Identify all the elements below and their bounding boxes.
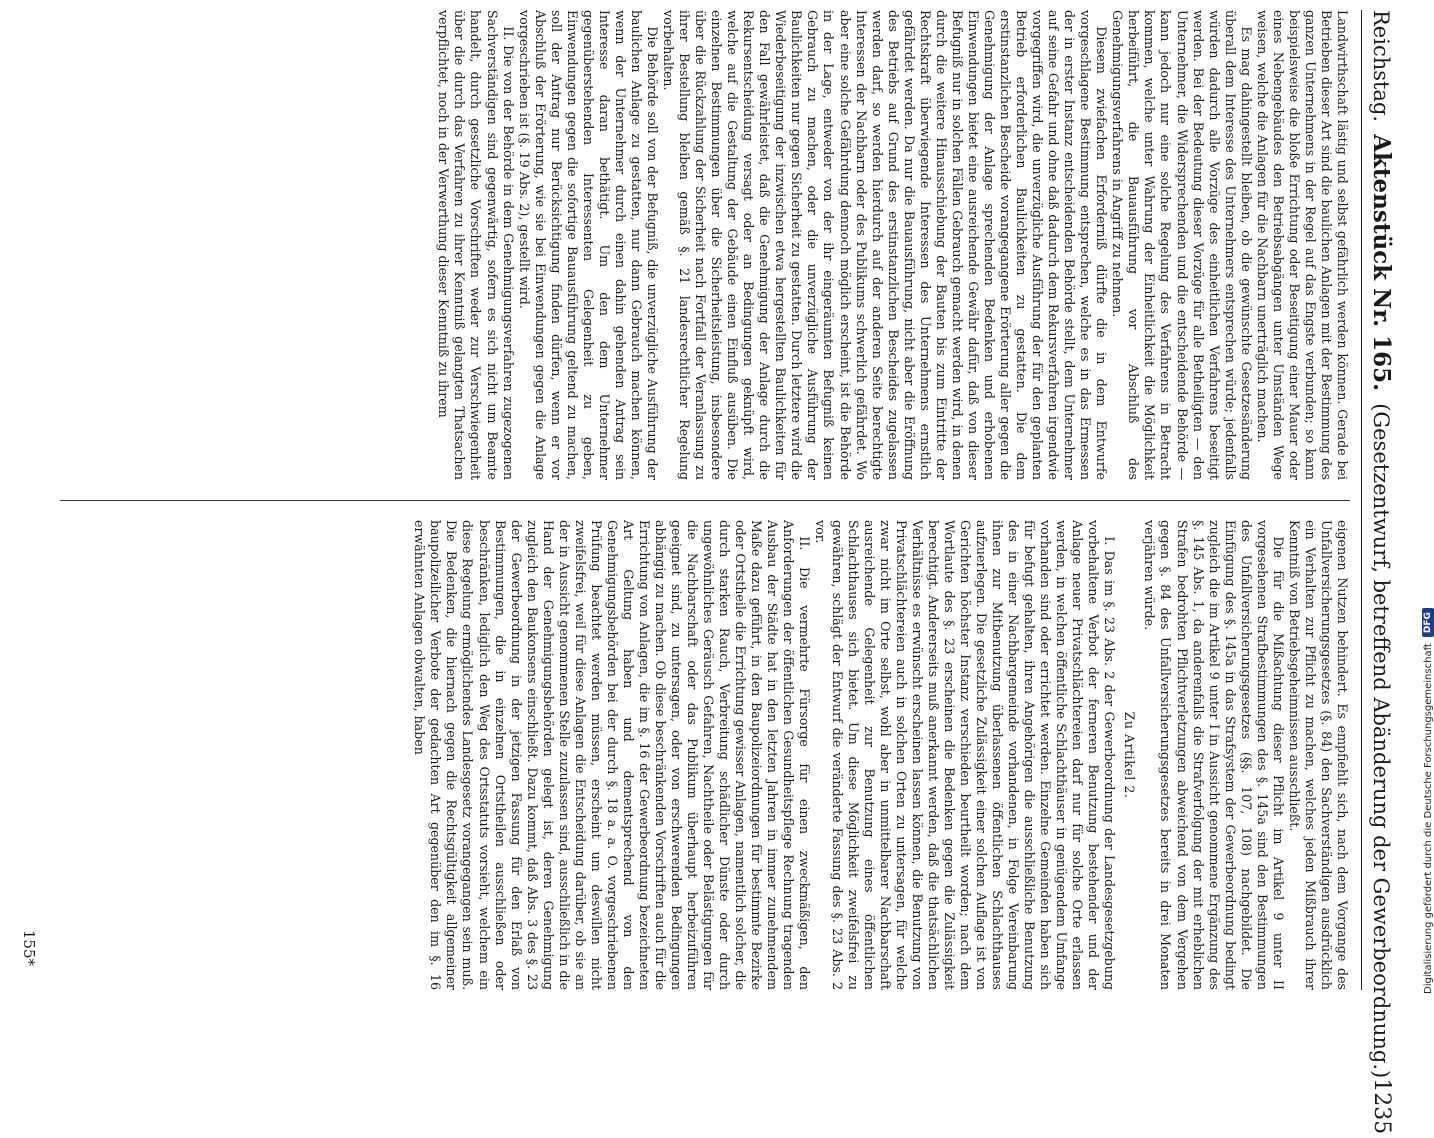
rotated-page — [12, 10, 1402, 1135]
paragraph: Es mag dahingestellt bleiben, ob die gewünschte Gesetzesänderung überall dem Interesse des Unternehmers entsprechen würde; jedenfalls würden dadurch alle Vorzüge des einheitlichen Verfahrens beseitigt werden. Bei der Bedeutung dieser Vorzüge für alle Betheiligten — den Unternehmer, die Widersprechenden und die entscheidende Behörde — kann jedoch nur eine solche Regelung des Verfahrens in Betracht kommen, welche unter Wahrung der Einheitlichkeit die Möglichkeit herbeiführt, die Bauausführung vor Abschluß des Genehmigungsverfahrens in Angriff zu nehmen. — [1110, 10, 1254, 480]
dfg-logo-icon: DFG — [1422, 608, 1434, 637]
paragraph: I. Das im §. 23 Abs. 2 der Gewerbeordnung der Landesgesetzgebung vorbehaltene Verbot der ferneren Benutzung bestehender und der Anlage neuer Privatschlächtereien darf nur für solche Orte erlassen werden, in welchen öffentliche Schlachthäuser in genügendem Umfange vorhanden sind oder errichtet werden. Einzelne Gemeinden haben sich für befugt gehalten, ihren Angehörigen die ausschließliche Benutzung des in einer Nachbargemeinde vorhandenen, in Folge Vereinbarung ihnen zur Mitbenutzung überlassenen öffentlichen Schlachthauses aufzuerlegen. Die gesetzliche Zulässigkeit einer solchen Auflage ist von Gerichten höchster Instanz verschieden beurtheilt worden; nach dem Wortlaute des §. 23 erscheinen die Bedenken gegen die Zulässigkeit berechtigt. Andererseits muß anerkannt werden, daß die thatsächlichen Verhältnisse es erwünscht erscheinen lassen können, die Benutzung von Privatschlächtereien auch in solchen Orten zu untersagen, für welche zwar nicht im Orte selbst, wohl aber in unmittelbarer Nachbarschaft ausreichende Gelegenheit zur Benutzung eines öffentlichen Schlachthauses sich bietet. Um diese Möglichkeit zweifelsfrei zu gewähren, schlägt der Entwurf die veränderte Fassung des §. 23 Abs. 2 vor. — [813, 520, 1118, 990]
paragraph: II. Die vermehrte Fürsorge für einen zweckmäßigen, den Anforderungen der öffentlichen Gesundheitspflege Rechnung tragenden Ausbau der Städte hat in den letzten Jahren in immer zunehmendem Maße dazu geführt, in den Baupolizeiordnungen für bestimmte Bezirke oder Ortstheile die Errichtung gewisser Anlagen, namentlich solcher, die durch starken Rauch, Verbreitung schädlicher Dünste oder durch ungewöhnliches Geräusch Gefahren, Nachtheile oder Belästigungen für die Nachbarschaft oder das Publikum überhaupt herbeizuführen geeignet sind, zu untersagen, oder von erschwerenden Bedingungen abhängig zu machen. Ob diese beschränkenden Vorschriften auch für die Errichtung von Anlagen, die im §. 16 der Gewerbeordnung bezeichneten Art Geltung haben und dementsprechend von den Genehmigungsbehörden bei der durch §. 18 a. a. O. vorgeschriebenen Prüfung beachtet werden müssen, erscheint um deswillen nicht zweifelsfrei, weil für diese Anlagen die Entscheidung darüber, ob sie an der in Aussicht genommenen Stelle zuzulassen sind, ausschließlich in die Hand der Genehmigungsbehörden gelegt ist, deren Genehmigung zugleich den Baukonsens einschließt. Dazu kommt, daß Abs. 3 des §. 23 der Gewerbeordnung in der jetzigen Fassung für den Erlaß von Bestimmungen, die in einzelnen Ortstheilen ausschließen oder beschränken, lediglich den Weg des Ortsstatuts vorsieht, welchem ein diese Regelung ermöglichendes Landesgesetz vorangegangen sein muß. Die Bedenken, die hiernach gegen die Rechtsgültigkeit allgemeiner baupolizeilicher Verbote der gedachten Art gegenüber den im §. 16 erwähnten Anlagen obwalten, haben — [412, 520, 813, 990]
column-divider — [60, 500, 1350, 501]
paragraph: II. Die von der Behörde in dem Genehmigungsverfahren zugezogenen Sachverständigen sind gegenwärtig, sofern es sich nicht um Beamte handelt, durch gesetzliche Vorschriften weder zur Verschwiegenheit über die durch das Verfahren zu ihrer Kenntniß gelangten Thatsachen verpflichtet, noch in der Verwerthung dieser Kenntniß zu ihrem — [436, 10, 516, 480]
header-reichstag: Reichstag. — [1369, 10, 1394, 123]
right-column — [60, 520, 1350, 990]
header-document-number: Aktenstück Nr. 165. — [1368, 134, 1396, 392]
paragraph: Die für die Mißachtung dieser Pflicht im Artikel 9 unter II vorgesehenen Strafbestimmungen des §. 145a sind den Bestimmungen des Unfallversicherungsgesetzes (§§. 107, 108) nachgebildet. Die Einfügung des §. 145a in das Strafsystem der Gewerbeordnung bedingt zugleich die im Artikel 9 unter I in Aussicht genommene Ergänzung des §. 145 Abs. 1, da anderenfalls die Strafverfolgung der mit erheblichen Strafen bedrohten Pflichtverletzungen abweichend von dem Vergehen gegen §. 84 des Unfallversicherungsgesetzes bereits in drei Monaten verjähren würde. — [1142, 520, 1286, 990]
paragraph: Die Behörde soll von der Befugniß, die unverzügliche Ausführung der baulichen Anlage zu gestatten, nur dann Gebrauch machen können, wenn der Unternehmer durch einen dahin gehenden Antrag sein Interesse daran bethätigt. Um den dem Unternehmer gegenüberstehenden Interessenten Gelegenheit zu geben, Einwendungen gegen die sofortige Bauausführung geltend zu machen, soll der Antrag nur Berücksichtigung finden dürfen, wenn er vor Abschluß der Erörterung, wie sie bei Einwendungen gegen die Anlage vorgeschrieben ist (§. 19 Abs. 2), gestellt wird. — [516, 10, 660, 480]
paragraph: Diesem zwiefachen Erforderniß dürfte die in dem Entwurfe vorgeschlagene Bestimmung entsprechen, welche es in das Ermessen der in erster Instanz entscheidenden Behörde stellt, dem Unternehmer auf seine Gefahr und ohne daß dadurch dem Rekursverfahren irgendwie vorgegriffen wird, die unverzügliche Ausführung der für den geplanten Betrieb erforderlichen Baulichkeiten zu gestatten. Die dem erstinstanzlichen Bescheide vorangegangene Erörterung aller gegen die Genehmigung der Anlage sprechenden Bedenken und erhobenen Einwendungen bietet eine ausreichende Gewähr dafür, daß von dieser Befugniß nur in solchen Fällen Gebrauch gemacht werden wird, in denen durch die weitere Hinausschiebung der Bauten bis zum Eintritte der Rechtskraft überwiegende Interessen des Unternehmens ernstlich gefährdet werden. Da nur die Bauausführung, nicht aber die Eröffnung des Betriebs auf Grund des erstinstanzlichen Bescheides zugelassen werden darf, so werden hierdurch auf der anderen Seite berechtigte Interessen der Nachbarn oder des Publikums schwerlich gefährdet. Wo aber eine solche Gefährdung dennoch möglich erscheint, ist die Behörde in der Lage, entweder von der ihr eingeräumten Befugniß keinen Gebrauch zu machen, oder die unverzügliche Ausführung der Baulichkeiten nur gegen Sicherheit zu gestatten. Durch letztere wird die Wiederbeseitigung der inzwischen etwa hergestellten Baulichkeiten für den Fall gewährleistet, daß die Genehmigung der Anlage durch die Rekursentscheidung versagt oder an Bedingungen geknüpft wird, welche auf die Gestaltung der Gebäude einen Einfluß ausüben. Die einzelnen Bestimmungen über die Sicherheitsleistung, insbesondere über die Rückzahlung der Sicherheit nach Fortfall der Veranlassung zu ihrer Bestellung bleiben gemäß §. 21 landesrechtlicher Regelung vorbehalten. — [661, 10, 1110, 480]
funding-text: Digitalisierung gefördert durch die Deutsche Forschungsgemeinschaft — [1422, 643, 1434, 994]
left-column — [60, 10, 1350, 480]
funding-note — [1420, 4, 1434, 994]
section-heading: Zu Artikel 2. — [1122, 711, 1138, 799]
signature-mark: 155* — [20, 929, 38, 966]
page-number: 1235 — [1369, 1078, 1395, 1135]
header-title: (Gesetzentwurf, betreffend Abänderung der Gewerbeordnung.) — [1369, 403, 1394, 1079]
paragraph: eigenen Nutzen behindert. Es empfiehlt sich, nach dem Vorgange des Unfallversicherungsgesetzes (§. 84) den Sachverständigen ausdrücklich ein Verhalten zur Pflicht zu machen, welches jeden Mißbrauch ihrer Kenntniß von Betriebsgeheimnissen ausschließt. — [1286, 520, 1350, 990]
paragraph: Landwirthschaft lästig und selbst gefährlich werden können. Gerade bei Betrieben dieser Art sind die baulichen Anlagen mit der Bestimmung des ganzen Unternehmens in der Regel auf das Engste verbunden; so kann beispielsweise die bloße Errichtung oder Beseitigung einer Mauer oder eines Nebengebäudes den Betriebsabgängen unter Umständen Wege weisen, welche die Anlagen für die Nachbarn unerträglich machen. — [1254, 10, 1350, 480]
header-left — [1369, 10, 1396, 1078]
page-header — [1361, 10, 1402, 1135]
